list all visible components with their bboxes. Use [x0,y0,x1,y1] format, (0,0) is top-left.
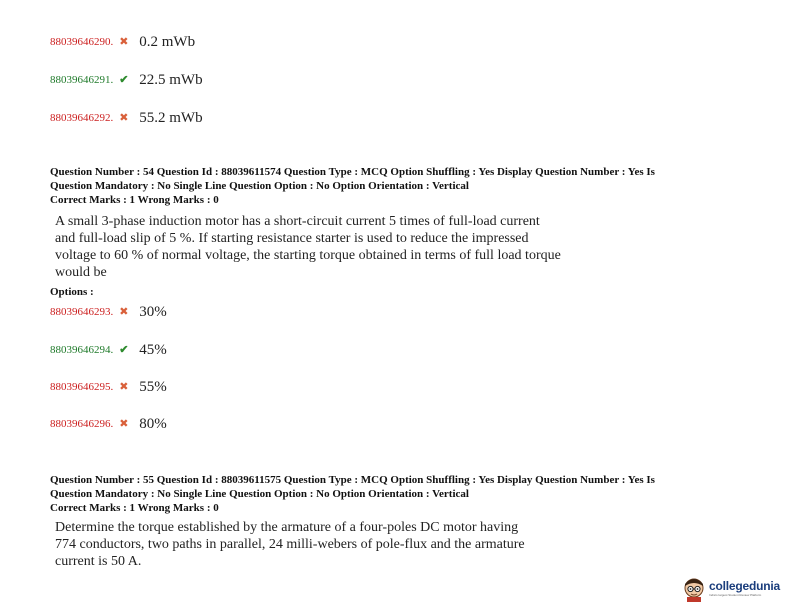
question-line: A small 3-phase induction motor has a short-circuit current 5 times of full-load current [55,214,540,229]
meta-line: Question Mandatory : No Single Line Question Option : No Option Orientation : Vertical [50,488,469,500]
cross-icon: ✖ [119,417,129,430]
meta-line: Question Mandatory : No Single Line Question Option : No Option Orientation : Vertical [50,180,469,192]
question-text [55,213,603,281]
cross-icon: ✖ [119,305,129,318]
option-row [50,70,203,90]
collegedunia-logo [682,572,788,604]
question-line: Determine the torque established by the armature of a four-poles DC motor having [55,520,519,535]
question-meta [50,473,740,515]
question-line: current is 50 A. [55,554,142,569]
question-text [55,519,603,570]
marks-line: Correct Marks : 1 Wrong Marks : 0 [50,502,219,514]
option-row [50,108,203,128]
option-id: 88039646291. [50,74,114,86]
option-value: 55% [139,378,167,395]
question-line: and full-load slip of 5 %. If starting resistance starter is used to reduce the impressed [55,231,529,246]
options-label: Options : [50,286,94,298]
option-value: 0.2 mWb [139,33,196,50]
option-value: 80% [139,415,167,432]
mascot-icon [682,574,706,602]
question-line: voltage to 60 % of normal voltage, the starting torque obtained in terms of full load torque [55,248,561,263]
cross-icon: ✖ [119,35,129,48]
question-line: would be [55,265,107,280]
option-id: 88039646293. [50,306,114,318]
cross-icon: ✖ [119,111,129,124]
option-value: 30% [139,303,167,320]
brand-tagline: India's largest Student Review Platform [709,593,762,597]
marks-line: Correct Marks : 1 Wrong Marks : 0 [50,194,219,206]
check-icon: ✔ [119,73,129,86]
option-value: 22.5 mWb [139,71,203,88]
option-value: 45% [139,341,167,358]
meta-line: Question Number : 55 Question Id : 88039611575 Question Type : MCQ Option Shuffling : Yes Display Question Number : Yes Is [50,474,655,486]
option-id: 88039646290. [50,36,114,48]
option-row [50,377,167,397]
option-row [50,414,167,434]
option-id: 88039646295. [50,381,114,393]
question-line: 774 conductors, two paths in parallel, 24 milli-webers of pole-flux and the armature [55,537,525,552]
meta-line: Question Number : 54 Question Id : 88039611574 Question Type : MCQ Option Shuffling : Yes Display Question Number : Yes Is [50,166,655,178]
cross-icon: ✖ [119,380,129,393]
option-id: 88039646296. [50,418,114,430]
option-row [50,302,167,322]
brand-name: collegedunia [709,579,780,593]
option-value: 55.2 mWb [139,109,203,126]
option-id: 88039646294. [50,344,114,356]
option-row [50,32,195,52]
option-id: 88039646292. [50,112,114,124]
option-row [50,340,167,360]
question-meta [50,165,740,207]
check-icon: ✔ [119,343,129,356]
